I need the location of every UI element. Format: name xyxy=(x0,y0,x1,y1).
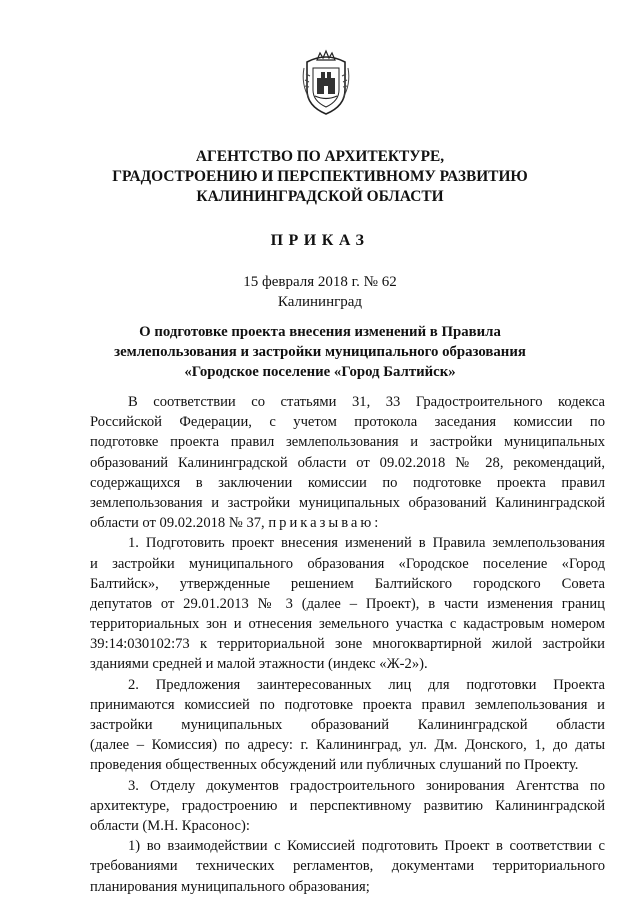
order-city: Калининград xyxy=(277,294,363,310)
body-line: и застройки муниципального образования «Городское поселение «Город xyxy=(90,555,605,572)
body-line: В соответствии со статьями 31, 33 Градостроительного кодекса xyxy=(128,394,605,410)
agency-name-line: АГЕНТСТВО ПО АРХИТЕКТУРЕ, xyxy=(195,148,445,165)
body-line: 39:14:030102:73 к территориальной зоне многоквартирной жилой застройки xyxy=(90,636,605,653)
body-line: архитектуре, градостроению и перспективному развитию Калининградской xyxy=(90,797,605,814)
body-line: принимаются комиссией по подготовке проекта правил землепользования и xyxy=(90,696,605,713)
order-body xyxy=(90,392,605,897)
body-line: 1. Подготовить проект внесения изменений в Правила землепользования xyxy=(128,535,605,552)
body-line: подготовке проекта правил землепользования и застройки муниципальных xyxy=(90,434,605,451)
order-directive: приказываю: xyxy=(268,515,382,532)
order-date-number: 15 февраля 2018 г. № 62 xyxy=(243,274,397,290)
body-line: Балтийск», утвержденные решением Балтийского городского Совета xyxy=(90,575,605,592)
body-line xyxy=(90,513,605,533)
body-line: планирования муниципального образования; xyxy=(90,878,370,895)
body-line: землепользования и застройки муниципальных образований Калининградской xyxy=(90,494,605,511)
body-line: депутатов от 29.01.2013 № 3 (далее – Проект), в части изменения границ xyxy=(90,595,605,612)
subject-line: землепользования и застройки муниципального образования xyxy=(114,344,526,360)
body-line: 1) во взаимодействии с Комиссией подготовить Проект в соответствии с xyxy=(128,838,605,855)
body-line: содержащихся в заключении комиссии по подготовке проекта правил xyxy=(90,474,605,491)
body-line: территориальных зон и отнесения земельного участка с кадастровым номером xyxy=(90,616,605,633)
body-line: 3. Отделу документов градостроительного зонирования Агентства по xyxy=(128,777,605,794)
agency-name-line: ГРАДОСТРОЕНИЮ И ПЕРСПЕКТИВНОМУ РАЗВИТИЮ xyxy=(112,168,528,185)
body-line: требованиями технических регламентов, документами территориального xyxy=(90,858,605,875)
body-line: области (М.Н. Красонос): xyxy=(90,817,250,834)
agency-name-line: КАЛИНИНГРАДСКОЙ ОБЛАСТИ xyxy=(196,188,444,205)
coat-of-arms-icon xyxy=(299,48,353,116)
subject-line: «Городское поселение «Город Балтийск» xyxy=(184,364,456,380)
body-line: (далее – Комиссия) по адресу: г. Калининград, ул. Дм. Донского, 1, до даты xyxy=(90,737,605,754)
body-line: 2. Предложения заинтересованных лиц для подготовки Проекта xyxy=(128,676,605,693)
body-line: Российской Федерации, с учетом протокола заседания комиссии по xyxy=(90,414,605,431)
body-line: зданиями средней и малой этажности (индекс «Ж-2»). xyxy=(90,656,428,673)
body-line: проведения общественных обсуждений или публичных слушаний по Проекту. xyxy=(90,757,579,774)
body-line: образований Калининградской области от 09.02.2018 № 28, рекомендаций, xyxy=(90,454,605,471)
body-line-text: области от 09.02.2018 № 37, xyxy=(90,515,265,532)
subject-line: О подготовке проекта внесения изменений в Правила xyxy=(139,324,501,340)
body-line: застройки муниципальных образований Калининградской области xyxy=(90,717,605,733)
order-title: ПРИКАЗ xyxy=(270,232,370,249)
